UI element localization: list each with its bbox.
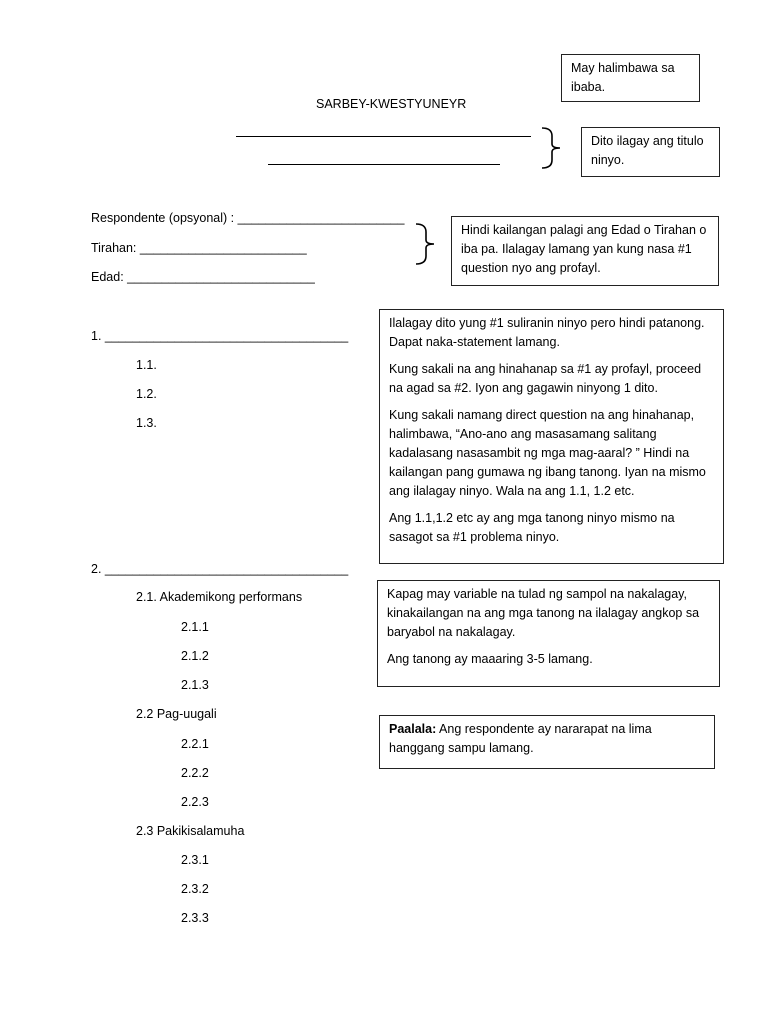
section2-item[interactable]: 2.2.3 xyxy=(181,795,209,809)
variable-note-box xyxy=(377,580,720,687)
section2-sub1-label: 2.1. Akademikong performans xyxy=(136,590,303,604)
age-field[interactable]: Edad: ___________________________ xyxy=(91,270,315,284)
section2-item[interactable]: 2.2.1 xyxy=(181,737,209,751)
section1-item[interactable]: 1.1. xyxy=(136,358,157,372)
problem1-note-p1: Ilalagay dito yung #1 suliranin ninyo pero hindi patanong. Dapat naka-statement lamang. xyxy=(389,316,705,349)
title-line-1[interactable] xyxy=(236,136,531,137)
profile-note-box xyxy=(451,216,719,286)
section1-heading[interactable]: 1. ___________________________________ xyxy=(91,329,349,343)
reminder-note-box xyxy=(379,715,715,769)
example-note-text: May halimbawa sa ibaba. xyxy=(571,61,675,94)
problem1-note-box xyxy=(379,309,724,564)
section1-item[interactable]: 1.2. xyxy=(136,387,157,401)
section1-item[interactable]: 1.3. xyxy=(136,416,157,430)
problem1-note-p2: Kung sakali na ang hinahanap sa #1 ay profayl, proceed na agad sa #2. Iyon ang gagawin ninyong 1 dito. xyxy=(389,362,702,395)
problem1-note-p4: Ang 1.1,1.2 etc ay ang mga tanong ninyo mismo na sasagot sa #1 problema ninyo. xyxy=(389,511,675,544)
section2-item[interactable]: 2.3.3 xyxy=(181,911,209,925)
section2-item[interactable]: 2.2.2 xyxy=(181,766,209,780)
section2-item[interactable]: 2.3.1 xyxy=(181,853,209,867)
section2-item[interactable]: 2.1.3 xyxy=(181,678,209,692)
page-title: SARBEY-KWESTYUNEYR xyxy=(316,97,467,111)
title-note-text: Dito ilagay ang titulo ninyo. xyxy=(591,134,704,167)
section2-sub3-label: 2.3 Pakikisalamuha xyxy=(136,824,245,838)
reminder-label: Paalala: xyxy=(389,722,437,736)
section2-item[interactable]: 2.1.1 xyxy=(181,620,209,634)
section2-heading[interactable]: 2. ___________________________________ xyxy=(91,562,349,576)
reminder-text: Ang respondente ay nararapat na lima hanggang sampu lamang. xyxy=(389,722,652,755)
title-note-box xyxy=(581,127,720,177)
problem1-note-p3: Kung sakali namang direct question na ang hinahanap, halimbawa, “Ano-ano ang masasamang salitang kadalasang nasasambit ng mga mag-aaral? ” Hindi na kailangan pang gumawa ng ibang tanong. Iyan na mismo ang ilalagay ninyo. Wala na ang 1.1, 1.2 etc. xyxy=(389,408,706,498)
respondent-field[interactable]: Respondente (opsyonal) : ________________________ xyxy=(91,211,405,225)
example-note-box xyxy=(561,54,700,102)
section2-item[interactable]: 2.1.2 xyxy=(181,649,209,663)
title-line-2[interactable] xyxy=(268,164,500,165)
title-brace-icon xyxy=(540,126,566,170)
section2-sub2-label: 2.2 Pag-uugali xyxy=(136,707,217,721)
profile-note-text: Hindi kailangan palagi ang Edad o Tirahan o iba pa. Ilalagay lamang yan kung nasa #1 question nyo ang profayl. xyxy=(461,223,707,275)
section2-item[interactable]: 2.3.2 xyxy=(181,882,209,896)
profile-brace-icon xyxy=(414,222,440,266)
variable-note-p2: Ang tanong ay maaaring 3-5 lamang. xyxy=(387,652,593,666)
variable-note-p1: Kapag may variable na tulad ng sampol na nakalagay, kinakailangan na ang mga tanong na ilalagay angkop sa baryabol na nakalagay. xyxy=(387,587,700,639)
address-field[interactable]: Tirahan: ________________________ xyxy=(91,241,307,255)
